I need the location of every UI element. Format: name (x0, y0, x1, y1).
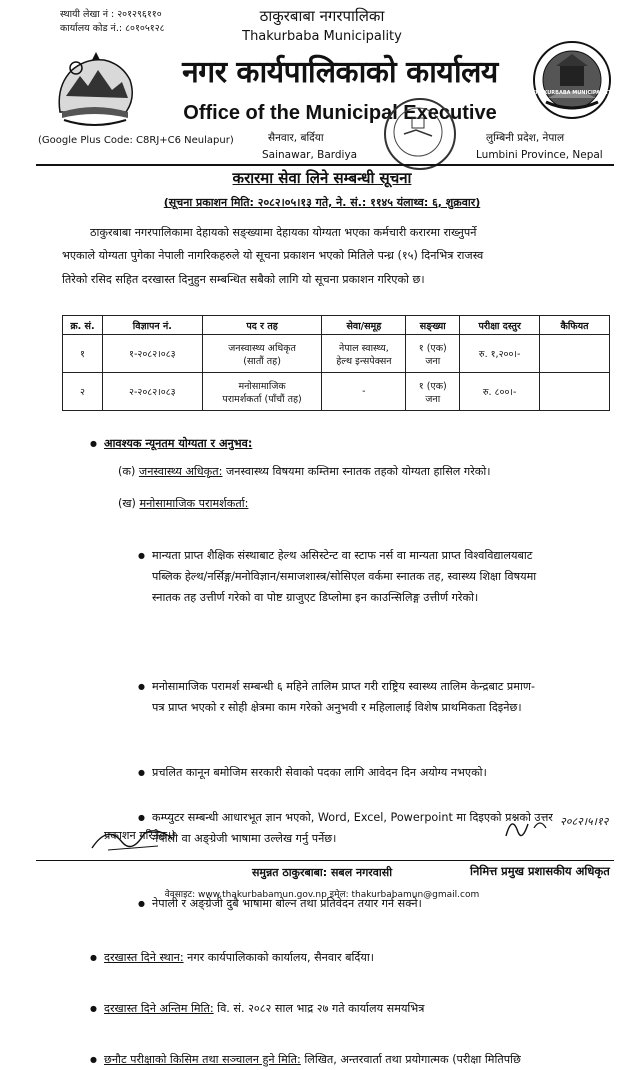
col-header-count: सङ्ख्या (406, 316, 460, 335)
req-b (118, 493, 248, 514)
cell-service-line: - (362, 386, 366, 397)
officer-title: निमित्त प्रमुख प्रशासकीय अधिकृत (470, 864, 610, 878)
cell-remark (540, 335, 610, 373)
header-divider (36, 164, 614, 166)
req-b-point-line: ● मनोसामाजिक परामर्श सम्बन्धी ६ महिने तालिम प्राप्त गरी राष्ट्रिय स्वास्थ्य तालिम केन्द्रबाट प्रमाण- (152, 680, 535, 693)
detail-location (104, 947, 644, 968)
col-header-sn: क्र. सं. (63, 316, 103, 335)
office-title-np: नगर कार्यपालिकाको कार्यालय (182, 55, 498, 90)
req-b-title: मनोसामाजिक परामर्शकर्ता: (139, 497, 249, 510)
detail-label: दरखास्त दिने स्थान: (104, 951, 184, 964)
req-a (118, 461, 491, 482)
office-title-en: Office of the Municipal Executive (183, 102, 497, 124)
detail-text: लिखित, अन्तरवार्ता तथा प्रयोगात्मक (परीक्षा मितिपछि (300, 1053, 521, 1066)
municipality-name-en: Thakurbaba Municipality (242, 29, 402, 44)
cell-fee: रु. १,२००।- (460, 335, 540, 373)
req-b-label: (ख) (118, 497, 136, 510)
cell-count (406, 335, 460, 373)
intro-line-3: तिरेको रसिद सहित दरखास्त दिनुहुन सम्बन्धित सबैको लागि यो सूचना प्रकाशन गरिएको छ। (62, 273, 425, 286)
cell-remark (540, 373, 610, 411)
req-b-point-line: ● कम्प्युटर सम्बन्धी आधारभूत ज्ञान भएको, Word, Excel, Powerpoint मा दिइएको प्रश्नको उत्तर (152, 811, 553, 824)
nepal-emblem-logo (52, 46, 136, 128)
cell-post-level: (सातौं तह) (243, 355, 281, 367)
detail-deadline (104, 998, 644, 1019)
req-b-point-2 (152, 676, 644, 718)
table-header-row (63, 316, 610, 335)
req-b-point-line: पत्र प्राप्त भएको र सोही क्षेत्रमा काम गरेको अनुभवी र महिलालाई विशेष प्राथमिकता दिइनेछ। (152, 701, 522, 714)
cell-service-group: हेल्थ इन्सपेक्सन (336, 355, 392, 367)
cell-post (202, 373, 322, 411)
cell-post-line: मनोसामाजिक (238, 380, 286, 392)
province-np: लुम्बिनी प्रदेश, नेपाल (486, 132, 565, 144)
req-b-point-1 (152, 545, 644, 608)
table-row (63, 335, 610, 373)
left-signature (88, 822, 178, 856)
cell-sn: २ (63, 373, 103, 411)
cell-adv: २-२०८२।०८३ (102, 373, 202, 411)
footer-contact: वेवसाइट: www.thakurbabamun.gov.np इमेल: thakurbabamun@gmail.com (164, 890, 480, 900)
cell-post (202, 335, 322, 373)
col-header-fee: परीक्षा दस्तुर (460, 316, 540, 335)
cell-count-number: १ (एक) (418, 380, 447, 392)
detail-exam (104, 1049, 644, 1070)
signature-date: २०८२।५।१२ (560, 815, 609, 828)
detail-text: नगर कार्यपालिकाको कार्यालय, सैनवार बर्दिया। (183, 951, 374, 964)
cell-adv: १-२०८२।०८३ (102, 335, 202, 373)
req-a-label: (क) (118, 465, 136, 478)
req-a-text: जनस्वास्थ्य विषयमा कम्तिमा स्नातक तहको योग्यता हासिल गरेको। (226, 465, 491, 478)
table-row (63, 373, 610, 411)
cell-service (322, 335, 406, 373)
detail-label: दरखास्त दिने अन्तिम मिति: (104, 1002, 214, 1015)
req-b-point-line: ● नेपाली र अङ्ग्रेजी दुबै भाषामा बोल्न तथा प्रतिवेदन तयार गर्न सक्ने। (152, 897, 422, 910)
address-en: Sainawar, Bardiya (262, 149, 358, 161)
notice-subtitle: (सूचना प्रकाशन मिति: २०८२।०५।१३ गते, ने. सं.: ११४५ यंलाथ्व: ६, शुक्रवार) (163, 196, 481, 209)
detail-text: वि. सं. २०८२ साल भाद्र २७ गते कार्यालय समयभित्र (213, 1002, 425, 1015)
municipality-logo (532, 40, 612, 120)
municipality-logo-text: THAKURBABA MUNICIPALITY (531, 90, 613, 96)
req-b-point-line: ● प्रचलित कानून बमोजिम सरकारी सेवाको पदका लागि आवेदन दिन अयोग्य नभएको। (152, 766, 487, 779)
intro-line-2: भएकाले योग्यता पुगेका नेपाली नागरिकहरुले यो सूचना प्रकाशन भएको मितिले पन्ध्र (१५) दिनभित्र राजस्व (62, 249, 484, 262)
col-header-service: सेवा/समूह (322, 316, 406, 335)
col-header-adv: विज्ञापन नं. (102, 316, 202, 335)
cell-service (322, 373, 406, 411)
col-header-remark: कैफियत (540, 316, 610, 335)
cell-post-line: जनस्वास्थ्य अधिकृत (228, 342, 296, 354)
footer-divider (36, 860, 614, 861)
cell-sn: १ (63, 335, 103, 373)
cell-count-number: १ (एक) (418, 342, 447, 354)
cell-count (406, 373, 460, 411)
pan-number: स्थायी लेखा नं : २०१२९६११० (60, 9, 162, 20)
google-plus-code: (Google Plus Code: C8RJ+C6 Neulapur) (38, 135, 234, 146)
col-header-post: पद र तह (202, 316, 322, 335)
cell-post-level: परामर्शकर्ता (पाँचौं तह) (222, 393, 302, 405)
req-b-point-line: नेपाली वा अङ्ग्रेजी भाषामा उल्लेख गर्नु पर्नेछ। (152, 832, 337, 845)
requirements-heading (104, 433, 644, 454)
req-b-point-line: स्नातक तह उत्तीर्ण गरेको वा पोष्ट ग्राजुएट डिप्लोमा इन काउन्सिलिङ्ग उत्तीर्ण गरेको। (152, 591, 479, 604)
requirements-heading-text: आवश्यक न्यूनतम योग्यता र अनुभव: (104, 437, 253, 450)
province-en: Lumbini Province, Nepal (476, 149, 603, 161)
cell-count-unit: जना (425, 355, 441, 367)
cell-fee: रु. ८००।- (460, 373, 540, 411)
footer-slogan: समुन्नत ठाकुरबाबा: सबल नगरवासी (251, 866, 393, 879)
detail-label: छनौट परीक्षाको किसिम तथा सञ्चालन हुने मिति: (104, 1053, 301, 1066)
notice-title: करारमा सेवा लिने सम्बन्धी सूचना (232, 169, 412, 187)
req-b-point-line: ● मान्यता प्राप्त शैक्षिक संस्थाबाट हेल्थ असिस्टेन्ट वा स्टाफ नर्स वा मान्यता प्राप्त विश्वविद्यालयबाट (152, 549, 533, 562)
req-b-point-3 (152, 762, 644, 783)
intro-line-1: ठाकुरबाबा नगरपालिकामा देहायको सङ्ख्यामा देहायका योग्यता भएका कर्मचारी करारमा राख्नुपर्ने (90, 226, 477, 239)
req-b-point-line: पब्लिक हेल्थ/नर्सिङ्ग/मनोविज्ञान/समाजशास्त्र/सोसिएल वर्कमा स्नातक तह, स्वास्थ्य शिक्षा विषयमा (152, 570, 537, 583)
cell-service-line: नेपाल स्वास्थ्य, (339, 342, 389, 354)
office-code: कार्यालय कोड नं.: ८०१०५१२८ (60, 23, 165, 34)
vacancy-table (62, 315, 610, 411)
address-np: सैनवार, बर्दिया (268, 132, 324, 144)
municipality-name-np: ठाकुरबाबा नगरपालिका (259, 7, 385, 25)
detail-exam-cont: प्रकाशन गरिनेछ।) (104, 829, 176, 842)
req-a-title: जनस्वास्थ्य अधिकृत: (138, 465, 223, 478)
cell-count-unit: जना (425, 393, 441, 405)
office-seal-stamp (384, 98, 456, 170)
